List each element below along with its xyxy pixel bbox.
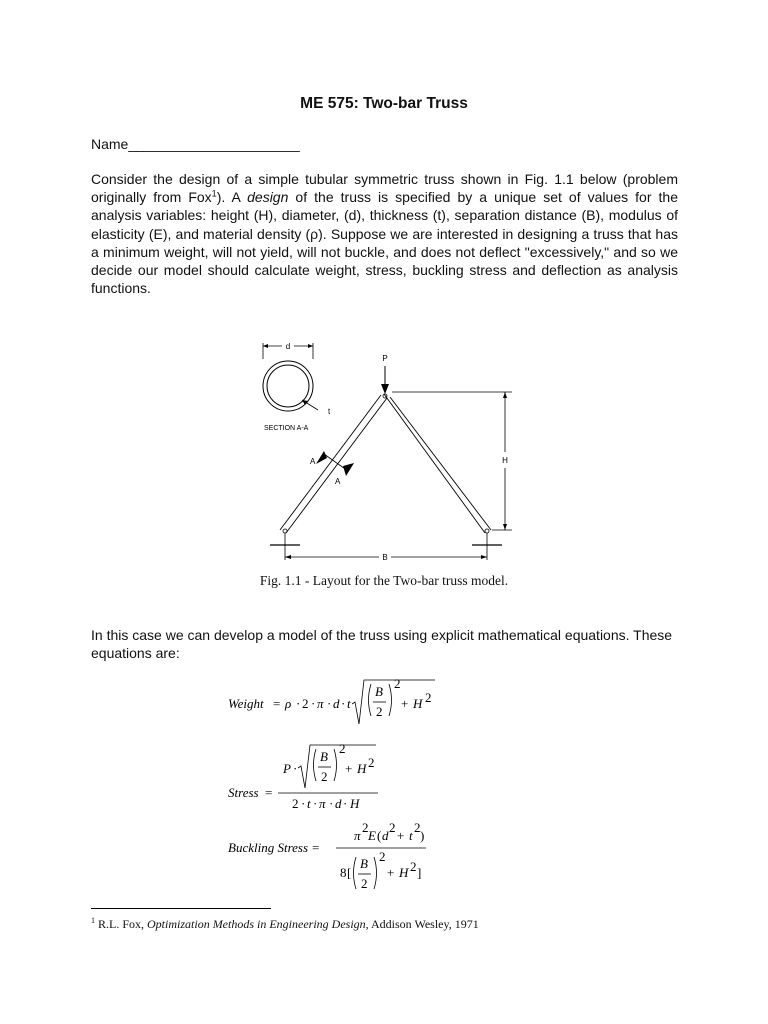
svg-text:·: ·	[313, 796, 318, 811]
name-line: Name______________________	[91, 136, 300, 152]
stress-den-d: d	[335, 796, 342, 811]
footnote-book: Optimization Methods in Engineering Design	[147, 917, 366, 931]
svg-text:·: ·	[293, 761, 298, 776]
height-dimension	[392, 392, 512, 530]
stress-plus: +	[345, 761, 353, 776]
section-a-bottom-label: A	[335, 477, 341, 486]
buckling-t-exp: 2	[414, 820, 421, 835]
intro-text-2: ). A	[216, 189, 248, 206]
weight-plus: +	[401, 696, 409, 711]
tube-cross-section	[263, 343, 318, 411]
footnote-rule	[91, 908, 271, 909]
width-b-label: B	[382, 553, 388, 562]
buckling-pi: π	[354, 828, 361, 843]
thickness-t-label: t	[328, 407, 331, 416]
truss-figure	[0, 330, 768, 570]
svg-text:·: ·	[301, 796, 306, 811]
right-support	[472, 533, 502, 560]
buckling-plus-1: +	[397, 828, 405, 843]
page-title: ME 575: Two-bar Truss	[300, 95, 468, 112]
intro-text-1: Consider the design of a simple tubular symmetric truss shown in Fig. 1.1 below (problem originally from Fox	[91, 171, 678, 206]
figure-caption: Fig. 1.1 - Layout for the Two-bar truss model.	[259, 573, 509, 588]
stress-den-two: 2	[292, 796, 299, 811]
svg-text:[: [	[347, 865, 352, 880]
stress-den-t: t	[307, 796, 311, 811]
left-truss-bar	[280, 395, 387, 533]
buckling-equation	[228, 820, 426, 891]
stress-equation	[228, 741, 378, 811]
buckling-e: E	[368, 828, 376, 843]
weight-lhs: Weight	[228, 696, 264, 711]
svg-text:·: ·	[311, 696, 316, 711]
equations	[0, 670, 768, 900]
weight-pi: π	[317, 696, 324, 711]
left-support	[270, 533, 300, 560]
buckling-equals: =	[312, 840, 320, 855]
svg-text:·: ·	[327, 696, 332, 711]
svg-text:): )	[420, 828, 425, 843]
weight-equation	[228, 676, 435, 724]
intro-italic-design: design	[247, 189, 289, 206]
stress-lhs: Stress	[228, 785, 259, 800]
weight-two: 2	[302, 696, 309, 711]
footnote-number: 1	[91, 916, 95, 925]
load-p-label: P	[382, 354, 388, 363]
buckling-frac-two: 2	[361, 876, 368, 891]
weight-h-exp: 2	[425, 690, 432, 705]
load-arrow	[381, 366, 389, 394]
svg-text:·: ·	[343, 796, 348, 811]
buckling-plus-2: +	[387, 865, 395, 880]
svg-text:·: ·	[296, 696, 301, 711]
intro-text-3: of the truss is specified by a unique set of values for the analysis variables: height (H), diameter, (d), thickness (t), separation distance (B), modulus of elasticity (E), and material density (ρ). Suppose we are interested in designing a truss that has a minimum weight, will not yield, will not buckle, and does not deflect "excessively," and so we decide our model should calculate weight, stress, buckling stress and deflection as analysis functions.	[91, 189, 679, 297]
weight-exp: 2	[394, 676, 401, 691]
buckling-lhs: Buckling Stress	[228, 840, 309, 855]
stress-h-exp: 2	[368, 755, 375, 770]
footnote-publisher: , Addison Wesley, 1971	[365, 917, 479, 931]
right-truss-bar	[384, 394, 491, 533]
body-paragraph: In this case we can develop a model of the truss using explicit mathematical equations. These equations are:	[91, 627, 673, 662]
stress-equals: =	[265, 785, 273, 800]
section-cut-arrows	[316, 451, 354, 476]
stress-p: P	[283, 761, 291, 776]
footnote	[91, 917, 479, 932]
buckling-d-exp: 2	[389, 820, 396, 835]
svg-text:]: ]	[417, 865, 422, 880]
buckling-pi-exp: 2	[362, 820, 369, 835]
stress-frac-two: 2	[321, 769, 328, 784]
svg-text:·: ·	[341, 696, 346, 711]
footnote-ref: 1	[211, 188, 217, 199]
svg-text:·: ·	[329, 796, 334, 811]
weight-frac-b: B	[375, 684, 383, 699]
weight-d: d	[333, 696, 340, 711]
weight-frac-two: 2	[376, 704, 383, 719]
section-aa-label: SECTION A-A	[264, 425, 309, 432]
dimension-d-label: d	[285, 342, 291, 351]
buckling-h: H	[399, 865, 409, 880]
buckling-frac-b: B	[360, 856, 368, 871]
buckling-t: t	[409, 828, 413, 843]
weight-h: H	[413, 696, 423, 711]
intro-paragraph	[91, 170, 678, 297]
stress-den-pi: π	[319, 796, 326, 811]
buckling-frac-exp: 2	[379, 849, 386, 864]
weight-rho: ρ	[285, 696, 292, 711]
buckling-eight: 8	[340, 865, 347, 880]
weight-t: t	[347, 696, 351, 711]
svg-text:(: (	[377, 828, 382, 843]
stress-h: H	[357, 761, 367, 776]
stress-exp: 2	[339, 741, 346, 756]
buckling-h-exp: 2	[410, 859, 417, 874]
footnote-author: R.L. Fox,	[95, 917, 148, 931]
section-a-top-label: A	[310, 457, 316, 466]
stress-den-h: H	[350, 796, 360, 811]
stress-frac-b: B	[320, 749, 328, 764]
height-h-label: H	[502, 456, 508, 465]
weight-equals: =	[273, 696, 281, 711]
buckling-d: d	[382, 828, 389, 843]
